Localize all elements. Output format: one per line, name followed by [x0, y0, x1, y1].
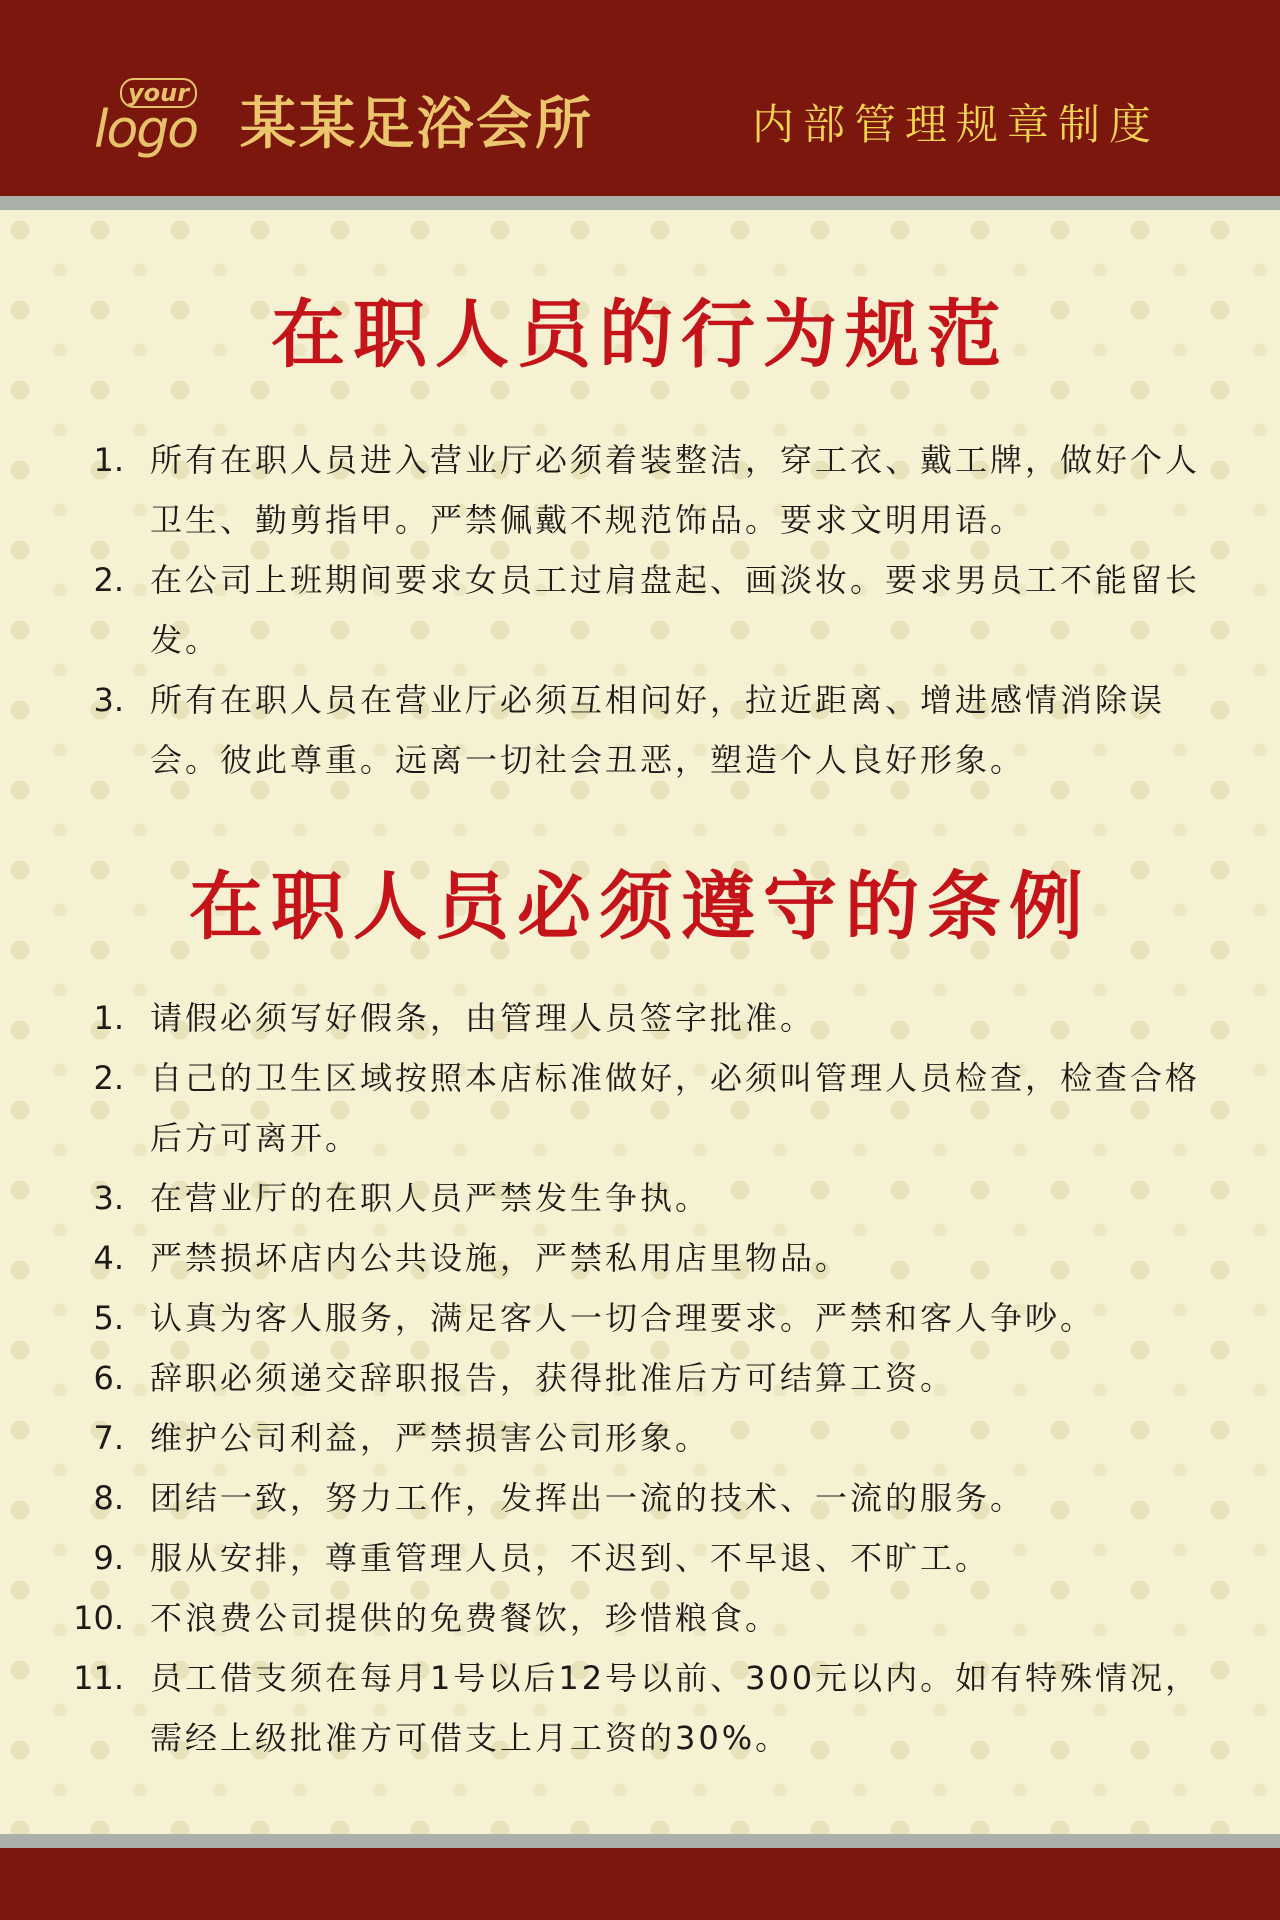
rule-number: 1. [93, 441, 124, 479]
rule-text: 员工借支须在每月1号以后12号以前、300元以内。如有特殊情况，需经上级批准方可借支上月工资的30%。 [150, 1659, 1201, 1757]
rule-text: 所有在职人员在营业厅必须互相问好，拉近距离、增进感情消除误会。彼此尊重。远离一切社会丑恶，塑造个人良好形象。 [150, 681, 1166, 779]
regulation-rule [0, 988, 1280, 1048]
regulation-rule [0, 1228, 1280, 1288]
rule-number: 10. [73, 1599, 124, 1637]
section-title-conduct: 在职人员的行为规范 [271, 292, 1009, 378]
footer-divider [0, 1834, 1280, 1848]
rule-number: 3. [93, 1179, 124, 1217]
rule-text: 在营业厅的在职人员严禁发生争执。 [150, 1179, 711, 1217]
logo-logo-text: logo [94, 100, 198, 160]
regulation-rule [0, 1048, 1280, 1168]
regulation-rule [0, 1168, 1280, 1228]
section-title-regulations: 在职人员必须遵守的条例 [189, 864, 1091, 950]
rule-number: 7. [93, 1419, 124, 1457]
rule-number: 5. [93, 1299, 124, 1337]
rule-text: 请假必须写好假条，由管理人员签字批准。 [150, 999, 816, 1037]
rule-number: 9. [93, 1539, 124, 1577]
rule-text: 所有在职人员进入营业厅必须着装整洁，穿工衣、戴工牌，做好个人卫生、勤剪指甲。严禁佩戴不规范饰品。要求文明用语。 [150, 441, 1201, 539]
rule-number: 6. [93, 1359, 124, 1397]
conduct-rules-list [0, 430, 1280, 790]
conduct-rule [0, 430, 1280, 550]
rule-text: 在公司上班期间要求女员工过肩盘起、画淡妆。要求男员工不能留长发。 [150, 561, 1201, 659]
rule-number: 8. [93, 1479, 124, 1517]
rule-number: 4. [93, 1239, 124, 1277]
brand-name: 某某足浴会所 [240, 92, 594, 157]
rule-number: 2. [93, 561, 124, 599]
rule-number: 1. [93, 999, 124, 1037]
rule-text: 辞职必须递交辞职报告，获得批准后方可结算工资。 [150, 1359, 956, 1397]
header-bar [0, 0, 1280, 196]
conduct-rule [0, 670, 1280, 790]
rule-number: 3. [93, 681, 124, 719]
rule-text: 维护公司利益，严禁损害公司形象。 [150, 1419, 711, 1457]
logo [94, 78, 214, 164]
logo-your-text: your [120, 78, 197, 108]
regulation-rule [0, 1348, 1280, 1408]
regulation-rule [0, 1588, 1280, 1648]
rule-number: 11. [73, 1659, 124, 1697]
rule-text: 严禁损坏店内公共设施，严禁私用店里物品。 [150, 1239, 851, 1277]
regulation-rule [0, 1468, 1280, 1528]
regulation-rule [0, 1288, 1280, 1348]
rule-text: 团结一致，努力工作，发挥出一流的技术、一流的服务。 [150, 1479, 1026, 1517]
header-subtitle: 内部管理规章制度 [752, 100, 1161, 149]
header-divider [0, 196, 1280, 210]
rule-text: 自己的卫生区域按照本店标准做好，必须叫管理人员检查，检查合格后方可离开。 [150, 1059, 1201, 1157]
regulation-rule [0, 1648, 1280, 1768]
regulation-rule [0, 1408, 1280, 1468]
regulation-rules-list [0, 988, 1280, 1768]
rule-text: 服从安排，尊重管理人员，不迟到、不早退、不旷工。 [150, 1539, 991, 1577]
rule-text: 不浪费公司提供的免费餐饮，珍惜粮食。 [150, 1599, 781, 1637]
footer-bar [0, 1848, 1280, 1920]
regulation-rule [0, 1528, 1280, 1588]
rule-text: 认真为客人服务，满足客人一切合理要求。严禁和客人争吵。 [150, 1299, 1096, 1337]
rule-number: 2. [93, 1059, 124, 1097]
conduct-rule [0, 550, 1280, 670]
